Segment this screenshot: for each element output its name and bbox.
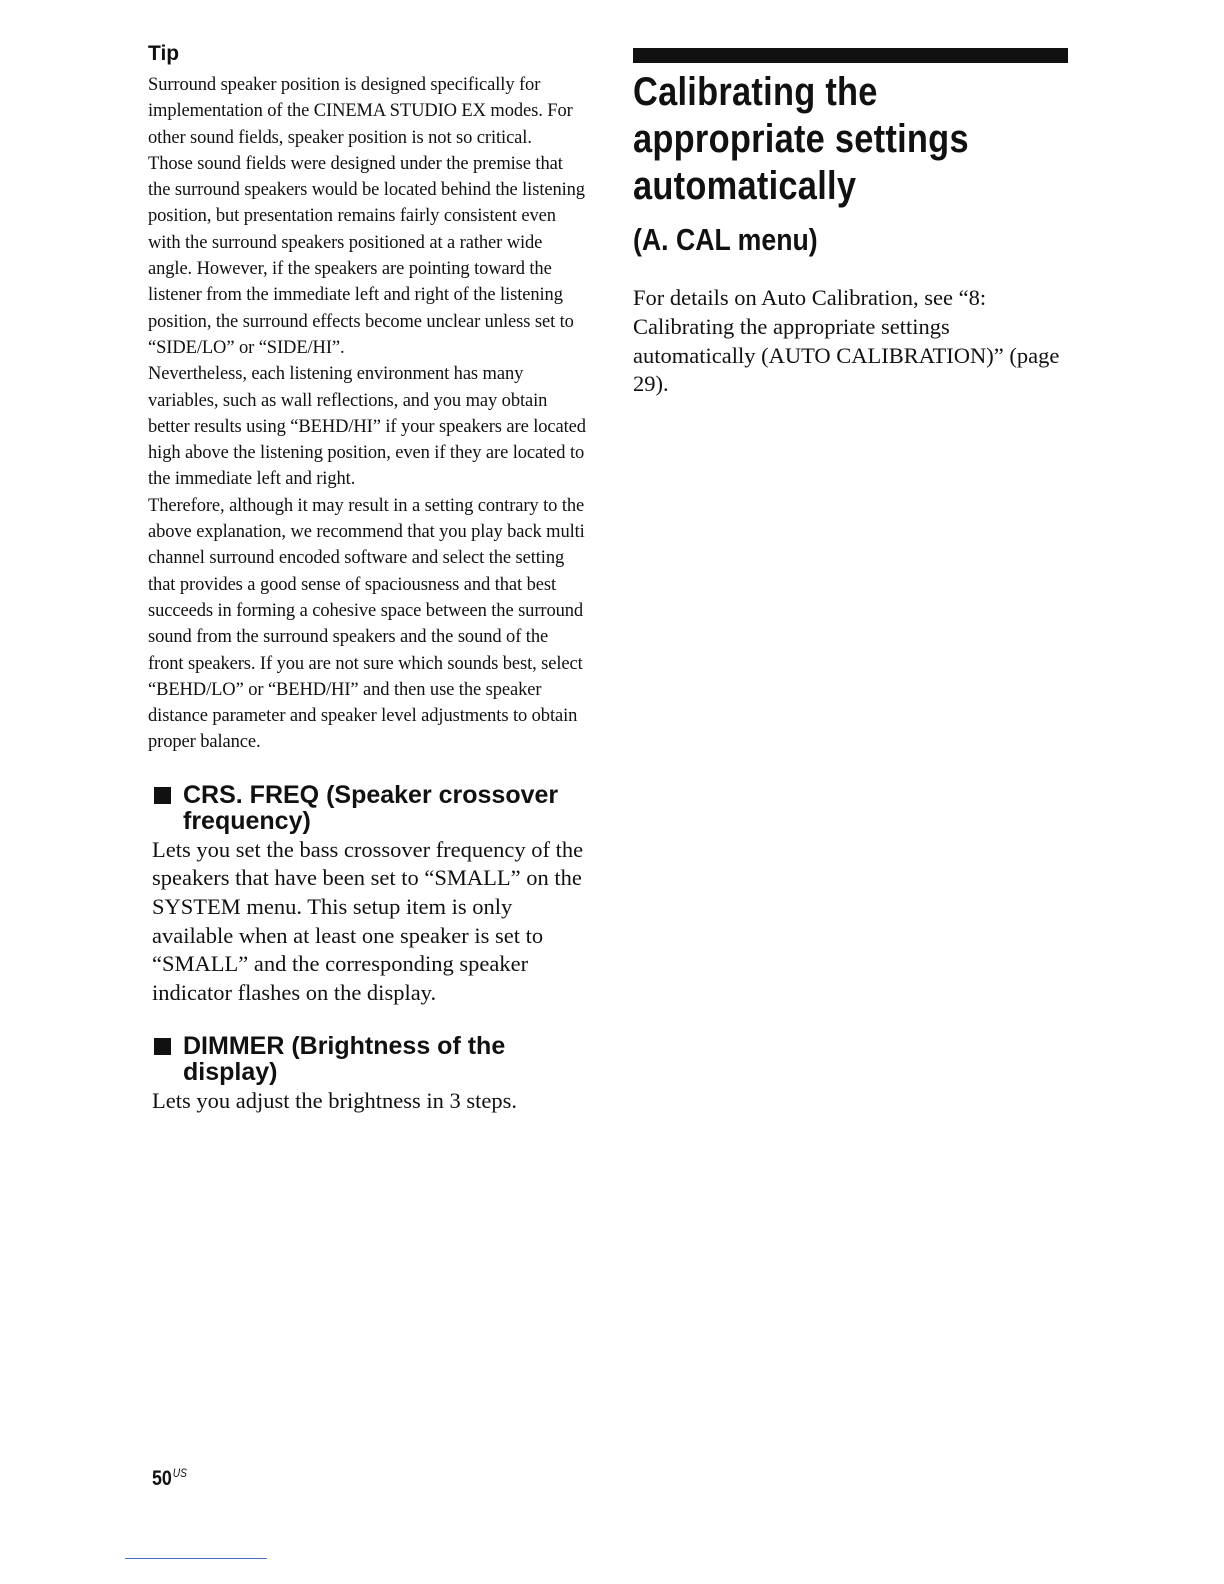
crs-freq-body: Lets you set the bass crossover frequency of the speakers that have been set to “SMALL” on the SYSTEM menu. This setup item is only available when at least one speaker is set to “SMALL” and the corresponding speaker indicator flashes on the display. [152, 836, 584, 1005]
dimmer-body: Lets you adjust the brightness in 3 steps. [152, 1088, 517, 1114]
tip-paragraph: Therefore, although it may result in a setting contrary to the above explanation, we recommend that you play back multi channel surround encoded software and select the setting that provides a good sense of spaciousness and that best succeeds in forming a cohesive space between the surround sound from the surround speakers and the sound of the front speakers. If you are not sure which sounds best, select “BEHD/LO” or “BEHD/HI” and then use the speaker distance parameter and speaker level adjustments to obtain proper balance. [148, 495, 585, 753]
square-bullet-icon [154, 1038, 171, 1055]
tip-paragraph: Those sound fields were designed under the premise that the surround speakers would be located behind the listening position, but presentation remains fairly consistent even with the surround speakers positioned at a rather wide angle. However, if the speakers are pointing toward the listener from the immediate left and right of the listening position, the surround effects become unclear unless set to “SIDE/LO” or “SIDE/HI”. [148, 153, 585, 358]
right-column [633, 48, 1073, 399]
page-number [152, 1466, 187, 1491]
calibration-subtitle: (A. CAL menu) [633, 222, 818, 257]
tip-paragraph: Nevertheless, each listening environment has many variables, such as wall reflections, and you may obtain better results using “BEHD/HI” if your speakers are located high above the listening position, even if they are located to the immediate left and right. [148, 364, 586, 490]
dimmer-heading-text: DIMMER (Brightness of the display) [183, 1032, 506, 1087]
crs-freq-heading-text: CRS. FREQ (Speaker crossover frequency) [183, 780, 559, 835]
page-number-suffix: US [172, 1466, 187, 1480]
calibration-body: For details on Auto Calibration, see “8: Calibrating the appropriate settings automatically (AUTO CALIBRATION)” (page 29). [633, 285, 1060, 397]
left-column [148, 40, 588, 1116]
crs-freq-heading [148, 782, 588, 834]
tip-heading: Tip [148, 42, 180, 65]
page-number-value: 50 [152, 1467, 172, 1490]
title-rule [633, 48, 1068, 63]
dimmer-heading [148, 1033, 588, 1085]
calibration-title: Calibrating the appropriate settings automatically [633, 70, 969, 208]
square-bullet-icon [154, 787, 171, 804]
footer-divider [125, 1558, 267, 1559]
tip-paragraph: Surround speaker position is designed specifically for implementation of the CINEMA STUDIO EX modes. For other sound fields, speaker position is not so critical. [148, 75, 573, 148]
